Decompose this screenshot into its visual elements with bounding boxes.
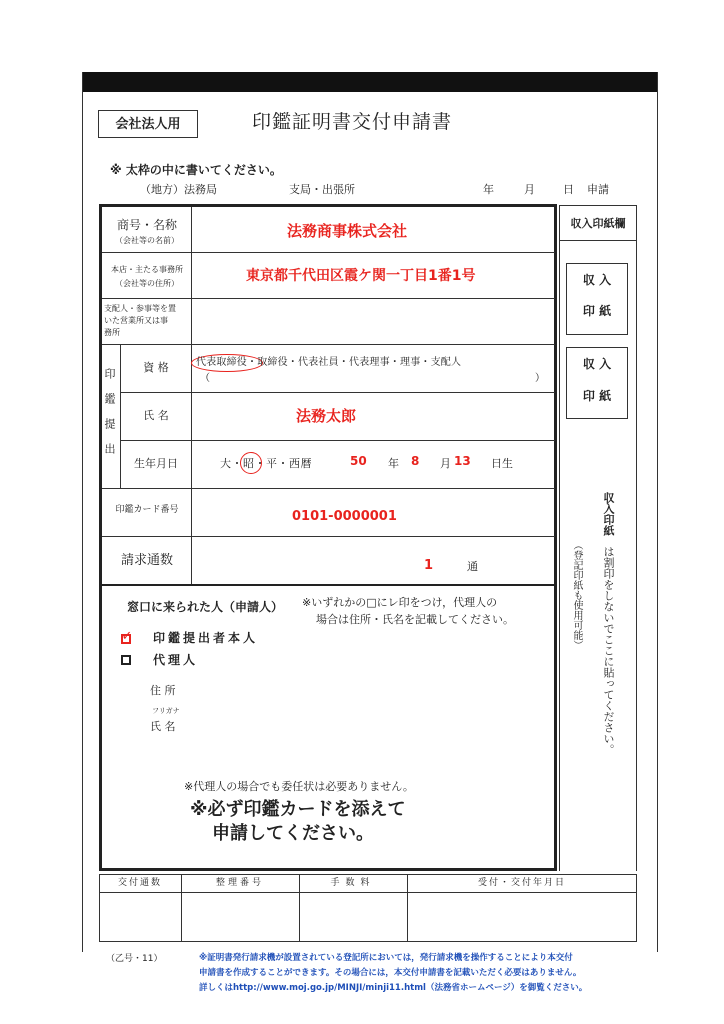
shogo-label: 商号・名称 [116, 218, 177, 232]
row-divider [102, 536, 555, 537]
row-divider [102, 344, 555, 345]
date-tsuki: 月 [524, 183, 535, 196]
col-kofu-tsusu: 交付通数 [117, 878, 162, 888]
side-column-divider [120, 344, 121, 488]
stamp-left-border [559, 241, 560, 871]
birth-year[interactable]: 50 [350, 454, 367, 468]
applicant-note-2: 場合は住所・氏名を記載してください。 [316, 613, 514, 626]
stamp-box-2-line-2: 印 紙 [582, 389, 612, 403]
row-divider [120, 392, 555, 393]
check-mark: ✓ [121, 629, 133, 644]
page-title: 印鑑証明書交付申請書 [252, 111, 453, 133]
footer-line-1: ※証明書発行請求機が設置されている登記所においては，発行請求機を操作することにより本交付 [199, 953, 573, 963]
proxy-checkbox[interactable] [121, 655, 131, 665]
birth-day[interactable]: 13 [454, 454, 471, 468]
left-page-edge [82, 72, 83, 952]
instruction-text: ※ 太枠の中に書いてください。 [110, 163, 282, 177]
applicant-heading: 窓口に来られた人（申請人） [127, 600, 284, 614]
shikaku-options[interactable]: 代表取締役・取締役・代表社員・代表理事・理事・支配人 [196, 357, 462, 368]
date-nen: 年 [483, 183, 494, 196]
form-number: （乙号・11） [106, 954, 163, 964]
shihainin-label-1: 支配人・参事等を置 [104, 304, 176, 313]
shihainin-field[interactable] [192, 299, 554, 343]
card-notice-line-2: 申請してください。 [212, 823, 374, 844]
label-column-divider [191, 207, 192, 584]
shihainin-label-3: 務所 [104, 328, 120, 337]
card-value[interactable]: 0101-0000001 [292, 509, 397, 524]
address-field[interactable] [200, 678, 540, 702]
date-hi: 日 [563, 183, 574, 196]
office-chiho: （地方）法務局 [140, 183, 217, 196]
office-shikyoku: 支局・出張所 [289, 183, 355, 196]
count-value[interactable]: 1 [424, 558, 434, 573]
row-divider [102, 488, 555, 489]
stamp-right-border [636, 241, 637, 871]
shimei-value[interactable]: 法務太郎 [296, 407, 357, 425]
right-page-edge [657, 72, 658, 952]
proxy-note: ※代理人の場合でも委任状は必要ありません。 [184, 780, 414, 793]
self-option-label: 印鑑提出者本人 [153, 631, 259, 645]
footer-line-2: 申請書を作成することができます。その場合には，本交付申請書を記載いただく必要はありません。 [199, 968, 582, 978]
col-uketsuke-date: 受付・交付年月日 [477, 878, 566, 888]
era-options[interactable]: 大・昭・平・西暦 [220, 457, 312, 470]
section-divider [102, 584, 555, 586]
stamp-box-1-line-2: 印 紙 [582, 304, 612, 318]
stamp-vertical-main: は割印をしないでここに貼ってください。 [602, 546, 615, 755]
stamp-header: 収入印紙欄 [570, 217, 626, 230]
shogo-value[interactable]: 法務商事株式会社 [287, 222, 408, 240]
birth-month[interactable]: 8 [411, 454, 420, 468]
stamp-box-1-line-1: 収 入 [582, 273, 612, 287]
birth-seibi: 日生 [491, 457, 513, 470]
card-notice-line-1: ※必ず印鑑カードを添えて [190, 799, 406, 820]
stamp-vertical-bold: 収入印紙 [602, 492, 615, 536]
inkan-side-label: 印鑑提出 [103, 368, 116, 468]
card-label: 印鑑カード番号 [115, 505, 179, 515]
proxy-option-label: 代理人 [153, 653, 199, 667]
form-type-label: 会社法人用 [98, 110, 198, 138]
name-label: 氏 名 [150, 720, 176, 733]
address-label: 住 所 [150, 684, 176, 697]
birth-tsuki: 月 [440, 457, 451, 470]
furigana-label: フリガナ [152, 707, 180, 715]
col-tesuryo: 手数料 [330, 878, 376, 888]
shimei-label: 氏 名 [143, 409, 169, 422]
shikaku-label: 資 格 [143, 361, 169, 374]
shogo-sublabel: （会社等の名前） [115, 236, 179, 245]
office-table-divider [99, 892, 637, 893]
footer-line-3: 詳しくはhttp://www.moj.go.jp/MINJI/minji11.html（法務省ホームページ）を御覧ください。 [199, 983, 588, 993]
top-black-bar [82, 72, 658, 92]
row-divider [120, 440, 555, 441]
birth-label: 生年月日 [134, 457, 178, 470]
honten-label: 本店・主たる事務所 [111, 265, 183, 274]
count-unit: 通 [467, 560, 478, 573]
applicant-note-1: ※いずれかの□にレ印をつけ，代理人の [302, 596, 498, 609]
honten-value[interactable]: 東京都千代田区霞ケ関一丁目1番1号 [246, 268, 476, 284]
count-label: 請求通数 [120, 553, 173, 568]
stamp-vertical-paren: （登記印紙も使用可能） [571, 540, 582, 650]
col-seiri-bango: 整理番号 [215, 878, 264, 888]
date-shinsei: 申請 [587, 183, 609, 196]
honten-sublabel: （会社等の住所） [115, 279, 179, 288]
name-field[interactable] [200, 706, 540, 736]
shikaku-paren-open: （ [200, 373, 210, 384]
shihainin-label-2: いた営業所又は事 [104, 316, 168, 325]
shikaku-paren-close: ） [535, 373, 545, 384]
stamp-box-2-line-1: 収 入 [582, 357, 612, 371]
row-divider [102, 252, 555, 253]
birth-nen: 年 [388, 457, 399, 470]
